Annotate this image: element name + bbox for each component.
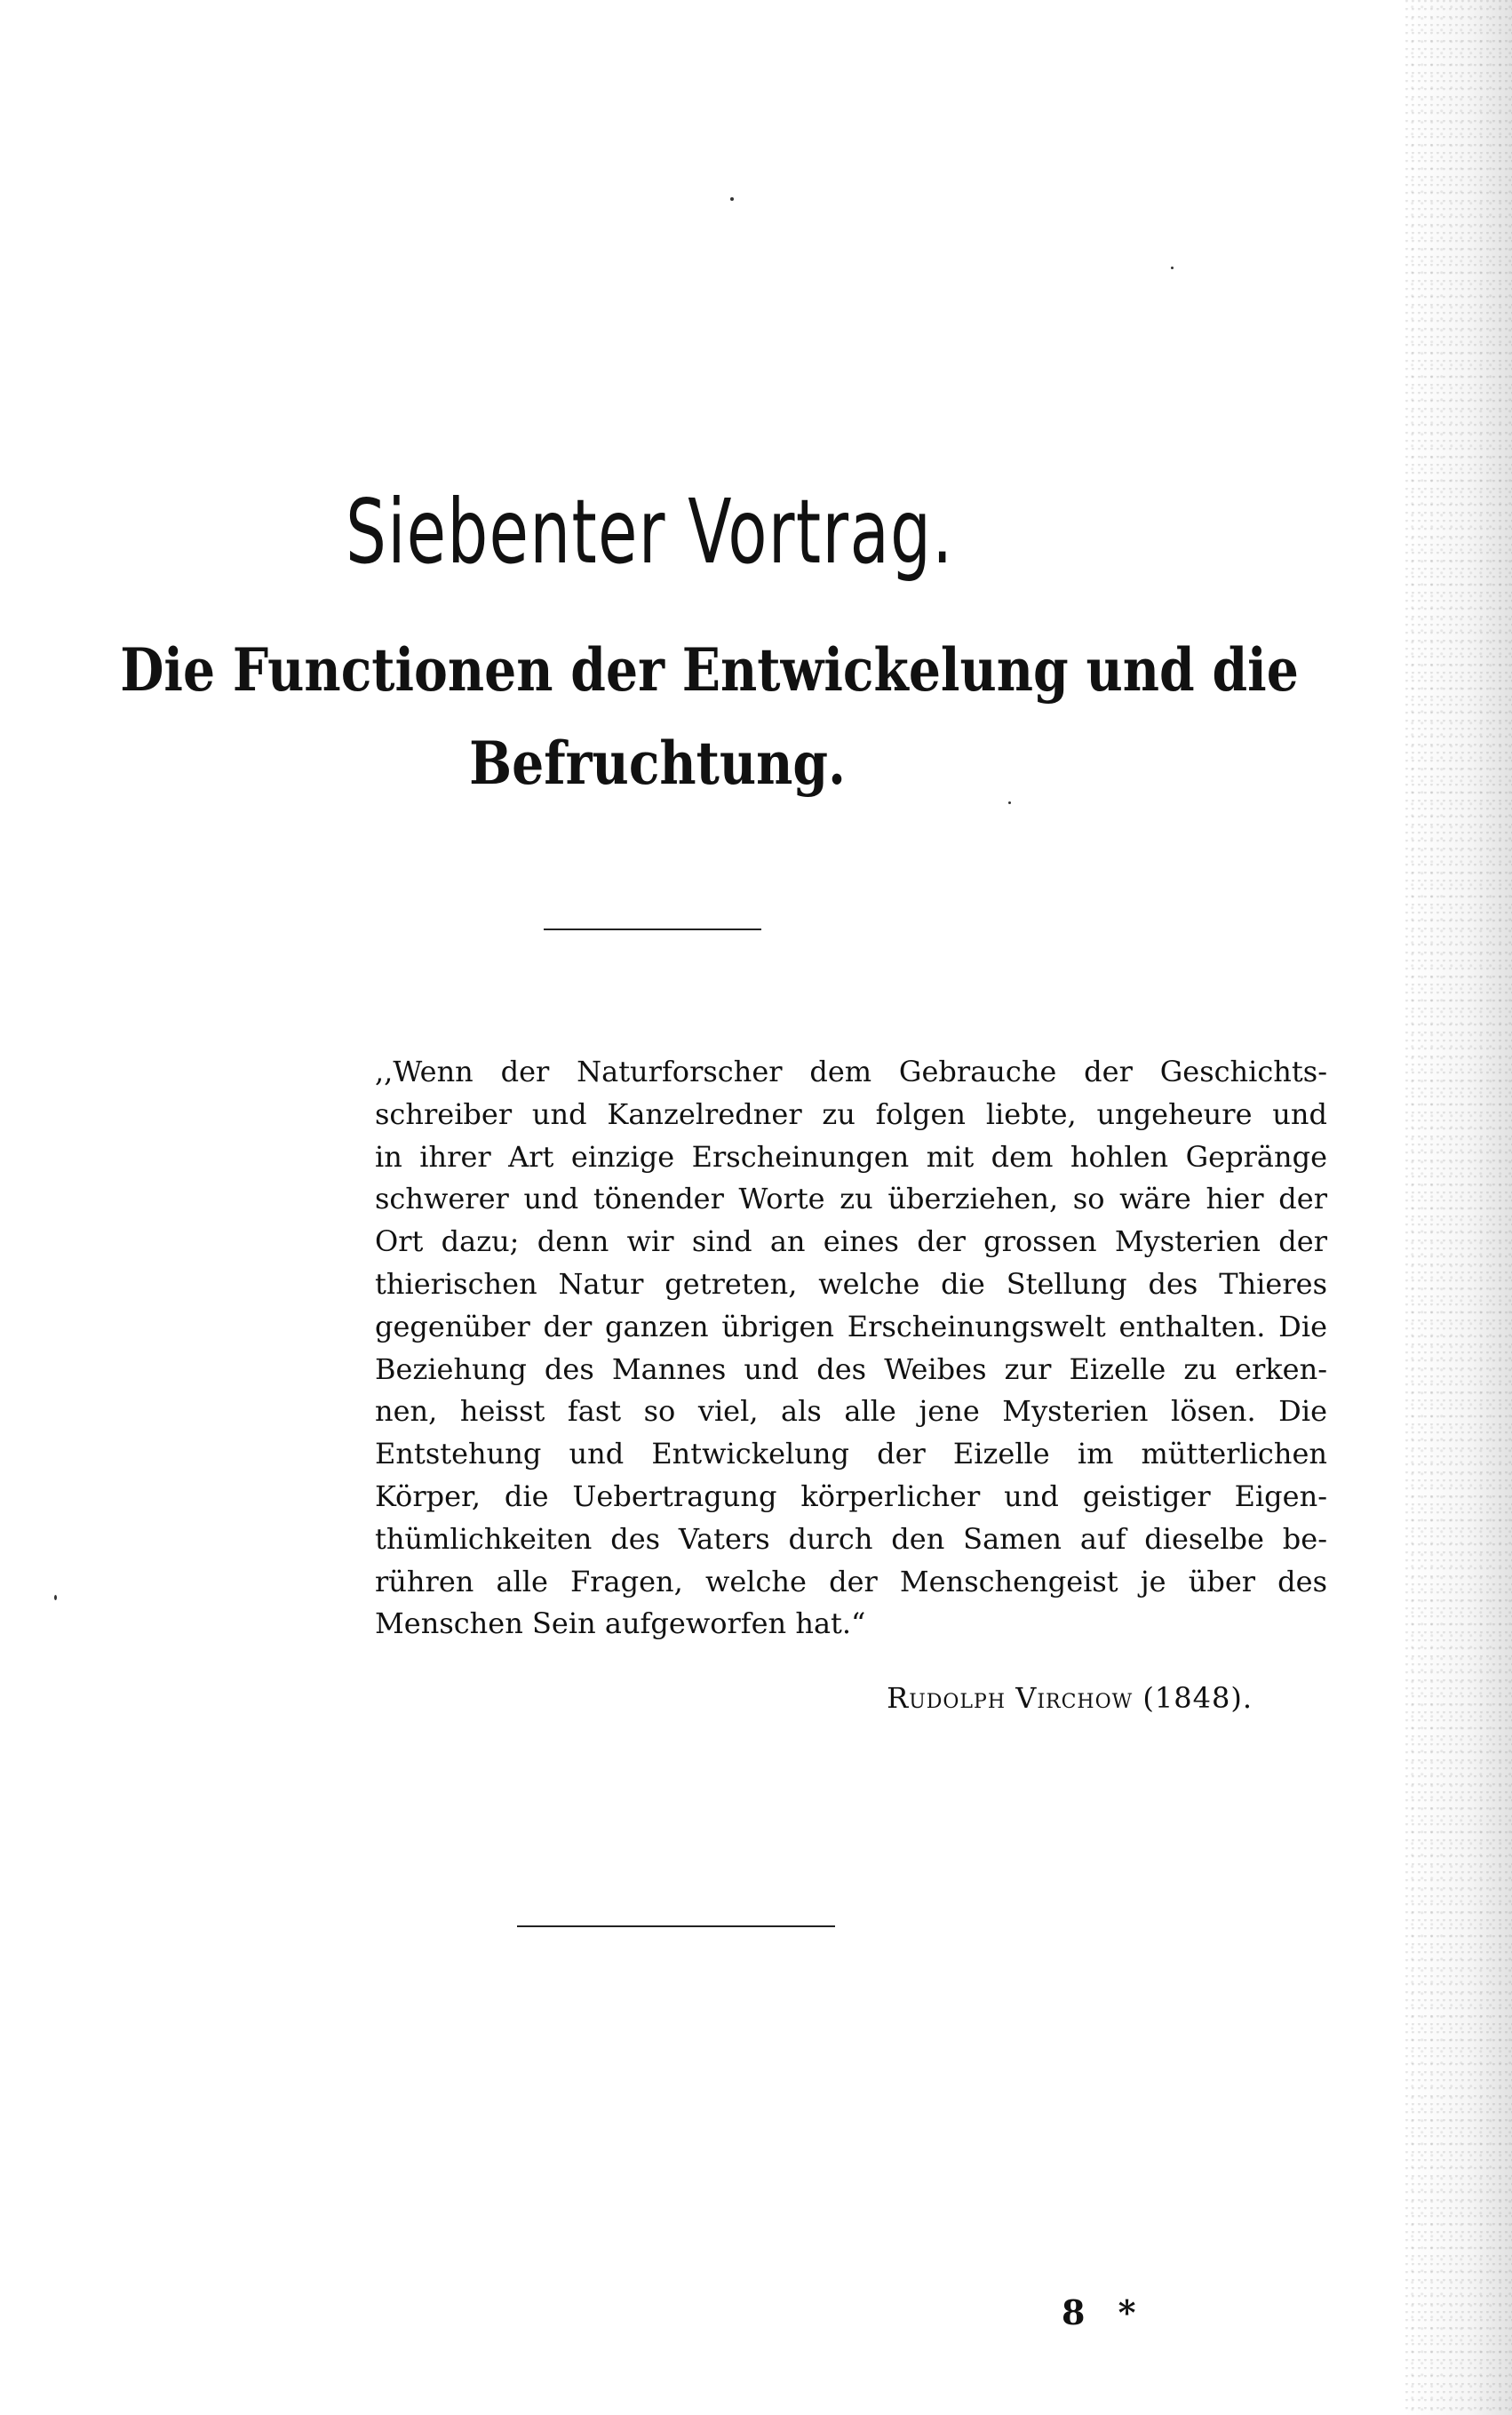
quote-line: Ort dazu; denn wir sind an eines der grossen Mysterien der bbox=[375, 1224, 1327, 1259]
quote-line: Menschen Sein aufgeworfen hat.“ bbox=[375, 1606, 866, 1641]
divider-rule-top bbox=[544, 929, 761, 930]
scan-speck bbox=[54, 1595, 57, 1600]
quote-line: gegenüber der ganzen übrigen Erscheinungswelt enthalten. Die bbox=[375, 1309, 1327, 1343]
quote-attribution: Rudolph Virchow (1848). bbox=[887, 1681, 1253, 1715]
epigraph-quote bbox=[375, 1051, 1327, 1646]
quote-line: Beziehung des Mannes und des Weibes zur Eizelle zu erken- bbox=[375, 1351, 1327, 1386]
scan-speck bbox=[730, 197, 734, 201]
scan-edge-shadow bbox=[1405, 0, 1512, 2415]
quote-line: Körper, die Uebertragung körperlicher und geistiger Eigen- bbox=[375, 1478, 1327, 1513]
chapter-title: Siebenter Vortrag. bbox=[346, 480, 954, 584]
page-number: 8 * bbox=[1062, 2292, 1147, 2332]
quote-line: ,,Wenn der Naturforscher dem Gebrauche der Geschichts- bbox=[375, 1055, 1327, 1088]
scan-speck bbox=[1008, 801, 1011, 804]
quote-line: thierischen Natur getreten, welche die Stellung des Thieres bbox=[375, 1266, 1327, 1301]
chapter-subtitle-line-2: Befruchtung. bbox=[469, 729, 846, 798]
divider-rule-bottom bbox=[517, 1925, 835, 1927]
chapter-subtitle-line-1: Die Functionen der Entwickelung und die bbox=[120, 635, 1299, 705]
quote-line: in ihrer Art einzige Erscheinungen mit dem hohlen Gepränge bbox=[375, 1139, 1327, 1174]
quote-line: nen, heisst fast so viel, als alle jene Mysterien lösen. Die bbox=[375, 1394, 1327, 1429]
quote-line: schreiber und Kanzelredner zu folgen liebte, ungeheure und bbox=[375, 1096, 1327, 1131]
quote-line: thümlichkeiten des Vaters durch den Samen auf dieselbe be- bbox=[375, 1521, 1327, 1556]
quote-line: schwerer und tönender Worte zu überziehen, so wäre hier der bbox=[375, 1182, 1327, 1216]
quote-line: Entstehung und Entwickelung der Eizelle im mütterlichen bbox=[375, 1437, 1327, 1471]
quote-line: rühren alle Fragen, welche der Menschengeist je über des bbox=[375, 1564, 1327, 1598]
scan-speck bbox=[1171, 267, 1174, 269]
